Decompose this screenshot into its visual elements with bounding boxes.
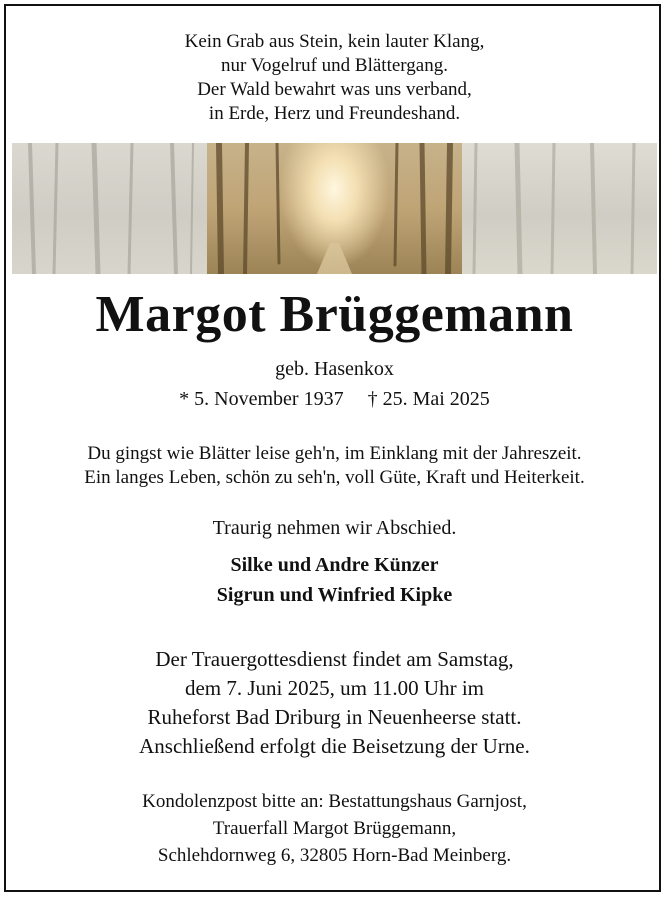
service-line: dem 7. Juni 2025, um 11.00 Uhr im — [184, 676, 485, 700]
death-date: † 25. Mai 2025 — [367, 388, 490, 410]
life-dates — [0, 387, 669, 411]
farewell-line: Traurig nehmen wir Abschied. — [212, 517, 457, 539]
service-line: Ruheforst Bad Driburg in Neuenheerse statt. — [147, 705, 522, 729]
verse-line: Ein langes Leben, schön zu seh'n, voll Güte, Kraft und Heiterkeit. — [84, 467, 585, 488]
family-member: Sigrun und Winfried Kipke — [216, 584, 453, 606]
tree-trunks-left — [12, 143, 207, 274]
poem-line: in Erde, Herz und Freundeshand. — [208, 103, 461, 124]
service-line: Anschließend erfolgt die Beisetzung der Urne. — [139, 734, 530, 758]
birth-date: * 5. November 1937 — [179, 388, 344, 410]
service-line: Der Trauergottesdienst findet am Samstag, — [155, 647, 514, 671]
forest-banner-image — [12, 143, 657, 274]
poem-line: nur Vogelruf und Blättergang. — [221, 55, 448, 76]
poem-line: Der Wald bewahrt was uns verband, — [197, 79, 472, 100]
verse-line: Du gingst wie Blätter leise geh'n, im Einklang mit der Jahreszeit. — [87, 443, 582, 464]
forest-right-panel — [462, 143, 657, 274]
poem — [0, 30, 669, 126]
deceased-name: Margot Brüggemann — [95, 286, 574, 343]
condolence-line: Kondolenzpost bitte an: Bestattungshaus Garnjost, — [142, 791, 527, 812]
forest-path-panel — [207, 143, 462, 274]
family-member: Silke und Andre Künzer — [230, 554, 439, 576]
condolence-line: Schlehdornweg 6, 32805 Horn-Bad Meinberg. — [157, 845, 512, 866]
service-info — [0, 645, 669, 761]
condolence-line: Trauerfall Margot Brüggemann, — [212, 818, 457, 839]
tree-trunks-center — [207, 143, 462, 274]
forest-left-panel — [12, 143, 207, 274]
maiden-name: geb. Hasenkox — [275, 358, 394, 380]
tree-trunks-right — [462, 143, 657, 274]
condolence-address — [0, 788, 669, 869]
family-names — [0, 550, 669, 610]
verse — [0, 442, 669, 490]
poem-line: Kein Grab aus Stein, kein lauter Klang, — [184, 31, 485, 52]
